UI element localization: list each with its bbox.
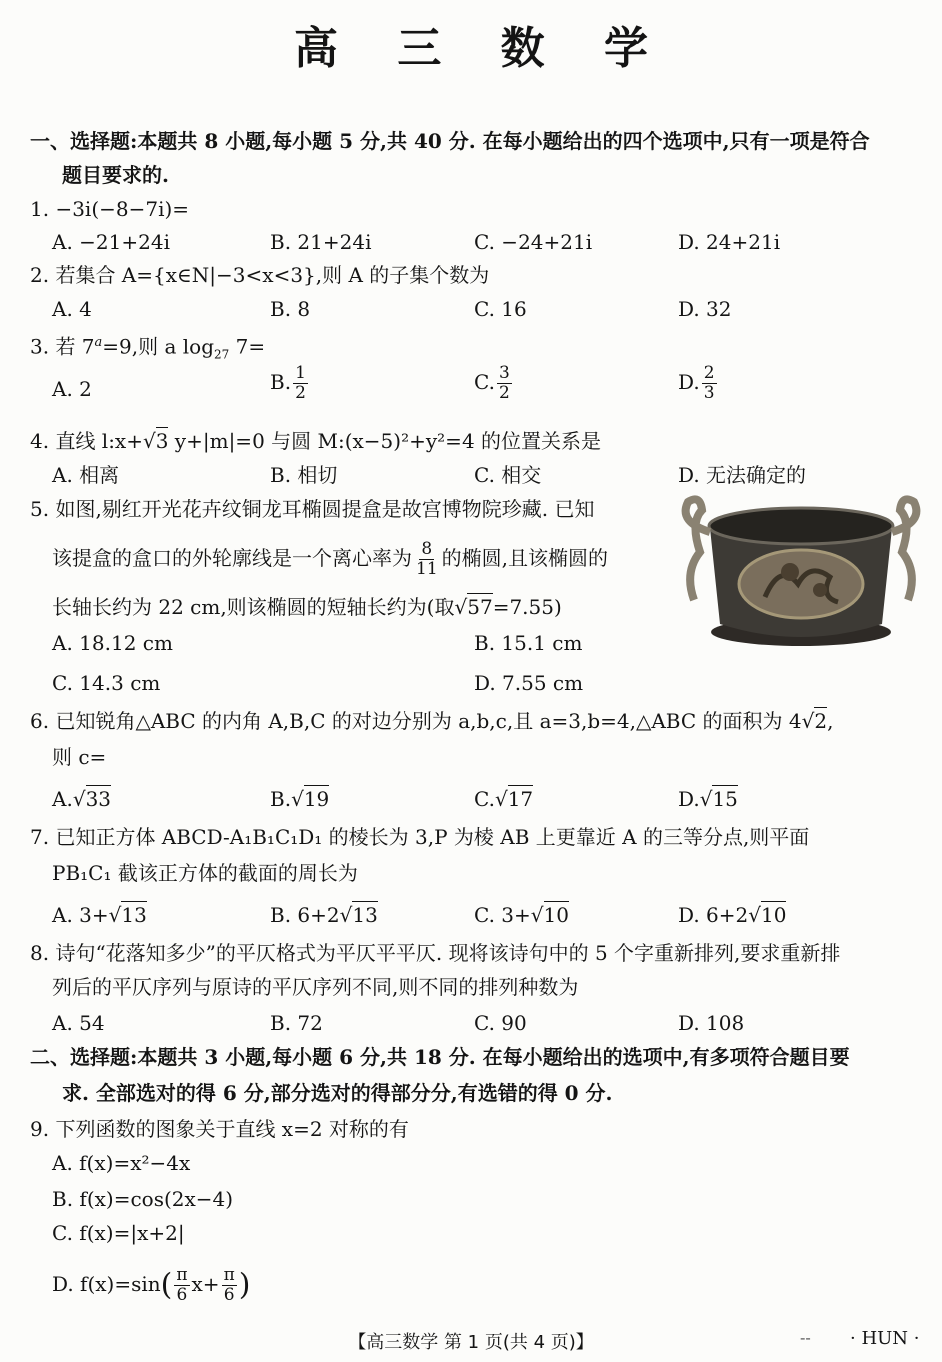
section2-heading: 二、选择题:本题共 3 小题,每小题 6 分,共 18 分. 在每小题给出的选项中,有多项符合题目要 — [30, 1045, 850, 1069]
q5-stem-line2: 该提盒的盒口的外轮廓线是一个离心率为 $\frac{8}{11}$ 的椭圆,且该椭圆的 — [52, 539, 608, 579]
q9-option-c: C. f(x)=|x+2| — [52, 1221, 185, 1245]
box-panel — [739, 550, 863, 618]
q6-option-a: A.√33 — [52, 787, 112, 811]
q7-option-a: A. 3+√13 — [52, 903, 147, 927]
flower-blossom — [781, 563, 799, 581]
q1-option-c: C. −24+21i — [474, 230, 593, 254]
box-rim — [709, 508, 893, 544]
q4-option-a: A. 相离 — [52, 463, 120, 487]
q7-option-b: B. 6+2√13 — [270, 903, 378, 927]
flower-blossom — [813, 583, 827, 597]
q1-stem: 1. −3i(−8−7i)= — [30, 197, 190, 221]
q3-option-a: A. 2 — [52, 377, 92, 401]
q8-option-c: C. 90 — [474, 1011, 527, 1035]
q4-option-d: D. 无法确定的 — [678, 463, 807, 487]
q7-stem-line2: PB₁C₁ 截该正方体的截面的周长为 — [52, 861, 358, 885]
q2-stem: 2. 若集合 A={x∈N|−3<x<3},则 A 的子集个数为 — [30, 263, 490, 287]
q6-stem-line2: 则 c= — [52, 745, 107, 769]
q1-option-d: D. 24+21i — [678, 230, 781, 254]
q4-option-c: C. 相交 — [474, 463, 542, 487]
q9-option-d: D. f(x)=sin( $\frac{\pi}{6}$ x+ $\frac{\pi}{6}$ ) — [52, 1265, 251, 1305]
dragon-handle-left — [686, 499, 710, 600]
q9-option-a: A. f(x)=x²−4x — [52, 1151, 191, 1175]
q2-option-b: B. 8 — [270, 297, 311, 321]
q5-option-a: A. 18.12 cm — [52, 631, 173, 655]
q4-option-b: B. 相切 — [270, 463, 338, 487]
q6-stem-line1: 6. 已知锐角△ABC 的内角 A,B,C 的对边分别为 a,b,c,且 a=3,b=4,△ABC 的面积为 4√2, — [30, 709, 834, 733]
page-title: 高 三 数 学 — [294, 23, 670, 74]
q5-option-d: D. 7.55 cm — [474, 671, 584, 695]
lacquer-box-figure — [670, 492, 932, 650]
q5-stem-line1: 5. 如图,剔红开光花卉纹铜龙耳椭圆提盒是故宫博物院珍藏. 已知 — [30, 497, 595, 521]
q7-stem-line1: 7. 已知正方体 ABCD-A₁B₁C₁D₁ 的棱长为 3,P 为棱 AB 上更靠近 A 的三等分点,则平面 — [30, 825, 810, 849]
q8-option-a: A. 54 — [52, 1011, 105, 1035]
q1-option-b: B. 21+24i — [270, 230, 372, 254]
page-footer: 【高三数学 第 1 页(共 4 页)】 — [348, 1332, 594, 1353]
q2-option-d: D. 32 — [678, 297, 732, 321]
q6-option-b: B.√19 — [270, 787, 330, 811]
q6-option-c: C.√17 — [474, 787, 534, 811]
q5-stem-line3: 长轴长约为 22 cm,则该椭圆的短轴长约为(取√57=7.55) — [52, 595, 562, 619]
section1-heading: 一、选择题:本题共 8 小题,每小题 5 分,共 40 分. 在每小题给出的四个选项中,只有一项是符合 — [30, 129, 870, 153]
q8-stem-line2: 列后的平仄序列与原诗的平仄序列不同,则不同的排列种数为 — [52, 975, 579, 999]
q8-option-b: B. 72 — [270, 1011, 323, 1035]
q7-option-c: C. 3+√10 — [474, 903, 569, 927]
q5-option-b: B. 15.1 cm — [474, 631, 583, 655]
q5-option-c: C. 14.3 cm — [52, 671, 161, 695]
q1-option-a: A. −21+24i — [52, 230, 170, 254]
q4-stem: 4. 直线 l:x+√3 y+|m|=0 与圆 M:(x−5)²+y²=4 的位置关系是 — [30, 429, 602, 453]
q2-option-c: C. 16 — [474, 297, 527, 321]
q6-option-d: D.√15 — [678, 787, 738, 811]
footer-dash: -- — [800, 1328, 811, 1347]
q2-option-a: A. 4 — [52, 297, 92, 321]
q9-stem: 9. 下列函数的图象关于直线 x=2 对称的有 — [30, 1117, 409, 1141]
section1-heading-cont: 题目要求的. — [62, 163, 169, 187]
q3-option-b: B. $\frac{1}{2}$ — [270, 363, 306, 403]
q3-stem: 3. 若 $7^a=9$,则 a $\log_{27} 7=$ — [30, 334, 266, 362]
footer-region-code: · HUN · — [850, 1328, 920, 1349]
q7-option-d: D. 6+2√10 — [678, 903, 787, 927]
q8-option-d: D. 108 — [678, 1011, 745, 1035]
q3-option-d: D. $\frac{2}{3}$ — [678, 363, 715, 403]
dragon-handle-right — [892, 499, 916, 600]
q9-option-b: B. f(x)=cos(2x−4) — [52, 1187, 234, 1211]
section2-heading-cont: 求. 全部选对的得 6 分,部分选对的得部分分,有选错的得 0 分. — [62, 1081, 613, 1105]
q8-stem-line1: 8. 诗句“花落知多少”的平仄格式为平仄平平仄. 现将该诗句中的 5 个字重新排列,要求重新排 — [30, 941, 841, 965]
q3-option-c: C. $\frac{3}{2}$ — [474, 363, 510, 403]
